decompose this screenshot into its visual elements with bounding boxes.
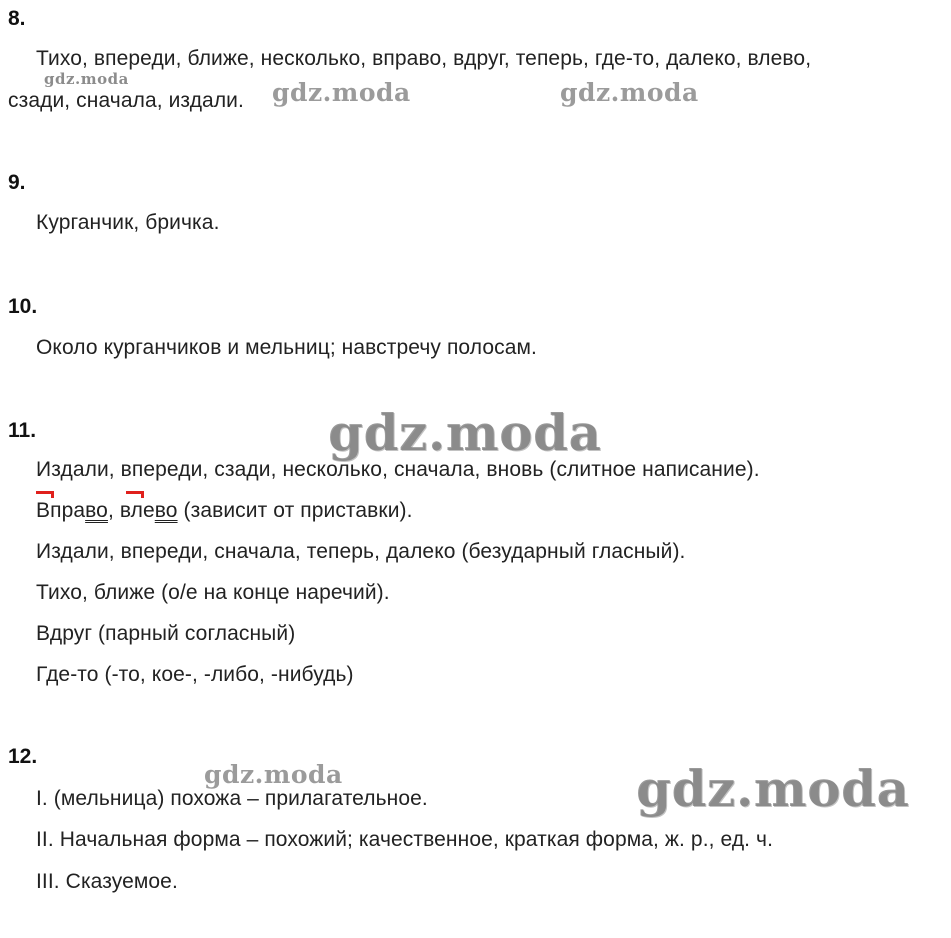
task-number-9: 9. <box>8 171 26 194</box>
word-vlevo-stem: вле <box>119 499 155 522</box>
task-8-answer-line-2: сзади, сначала, издали. <box>8 89 244 112</box>
line-remainder: (зависит от приставки). <box>177 499 413 522</box>
task-number-12: 12. <box>8 745 38 768</box>
task-10-answer-line-1: Около курганчиков и мельниц; навстречу полосам. <box>36 336 537 359</box>
watermark: gdz.moda <box>204 760 343 789</box>
task-number-8: 8. <box>8 7 26 30</box>
watermark: gdz.moda <box>328 403 602 462</box>
task-11-answer-line-3: Издали, впереди, сначала, теперь, далеко (безударный гласный). <box>36 540 686 563</box>
task-9-answer-line-1: Курганчик, бричка. <box>36 211 220 234</box>
task-12-answer-line-2: II. Начальная форма – похожий; качественное, краткая форма, ж. р., ед. ч. <box>36 828 774 851</box>
task-12-answer-line-1: I. (мельница) похожа – прилагательное. <box>36 787 428 810</box>
task-11-answer-line-4: Тихо, ближе (о/е на конце наречий). <box>36 581 390 604</box>
task-number-10: 10. <box>8 295 38 318</box>
prefix-mark-icon <box>126 491 144 498</box>
task-number-11: 11. <box>8 419 37 442</box>
prefix-mark-icon <box>36 491 54 498</box>
watermark: gdz.moda <box>636 759 910 818</box>
watermark: gdz.moda <box>272 78 411 107</box>
task-12-answer-line-3: III. Сказуемое. <box>36 870 178 893</box>
word-vpravo-stem: Впра <box>36 499 86 522</box>
word-vpravo-suffix: во <box>85 499 108 522</box>
word-vlevo-suffix: во <box>154 499 178 522</box>
task-11-answer-line-1: Издали, впереди, сзади, несколько, сначала, вновь (слитное написание). <box>36 458 760 481</box>
task-11-answer-line-2 <box>36 500 413 521</box>
task-8-answer-line-1: Тихо, впереди, ближе, несколько, вправо, вдруг, теперь, где-то, далеко, влево, <box>36 47 812 70</box>
task-11-answer-line-6: Где-то (-то, кое-, -либо, -нибудь) <box>36 663 354 686</box>
watermark: gdz.moda <box>44 70 129 88</box>
watermark: gdz.moda <box>560 78 699 107</box>
task-11-answer-line-5: Вдруг (парный согласный) <box>36 622 296 645</box>
separator: , <box>107 499 120 522</box>
